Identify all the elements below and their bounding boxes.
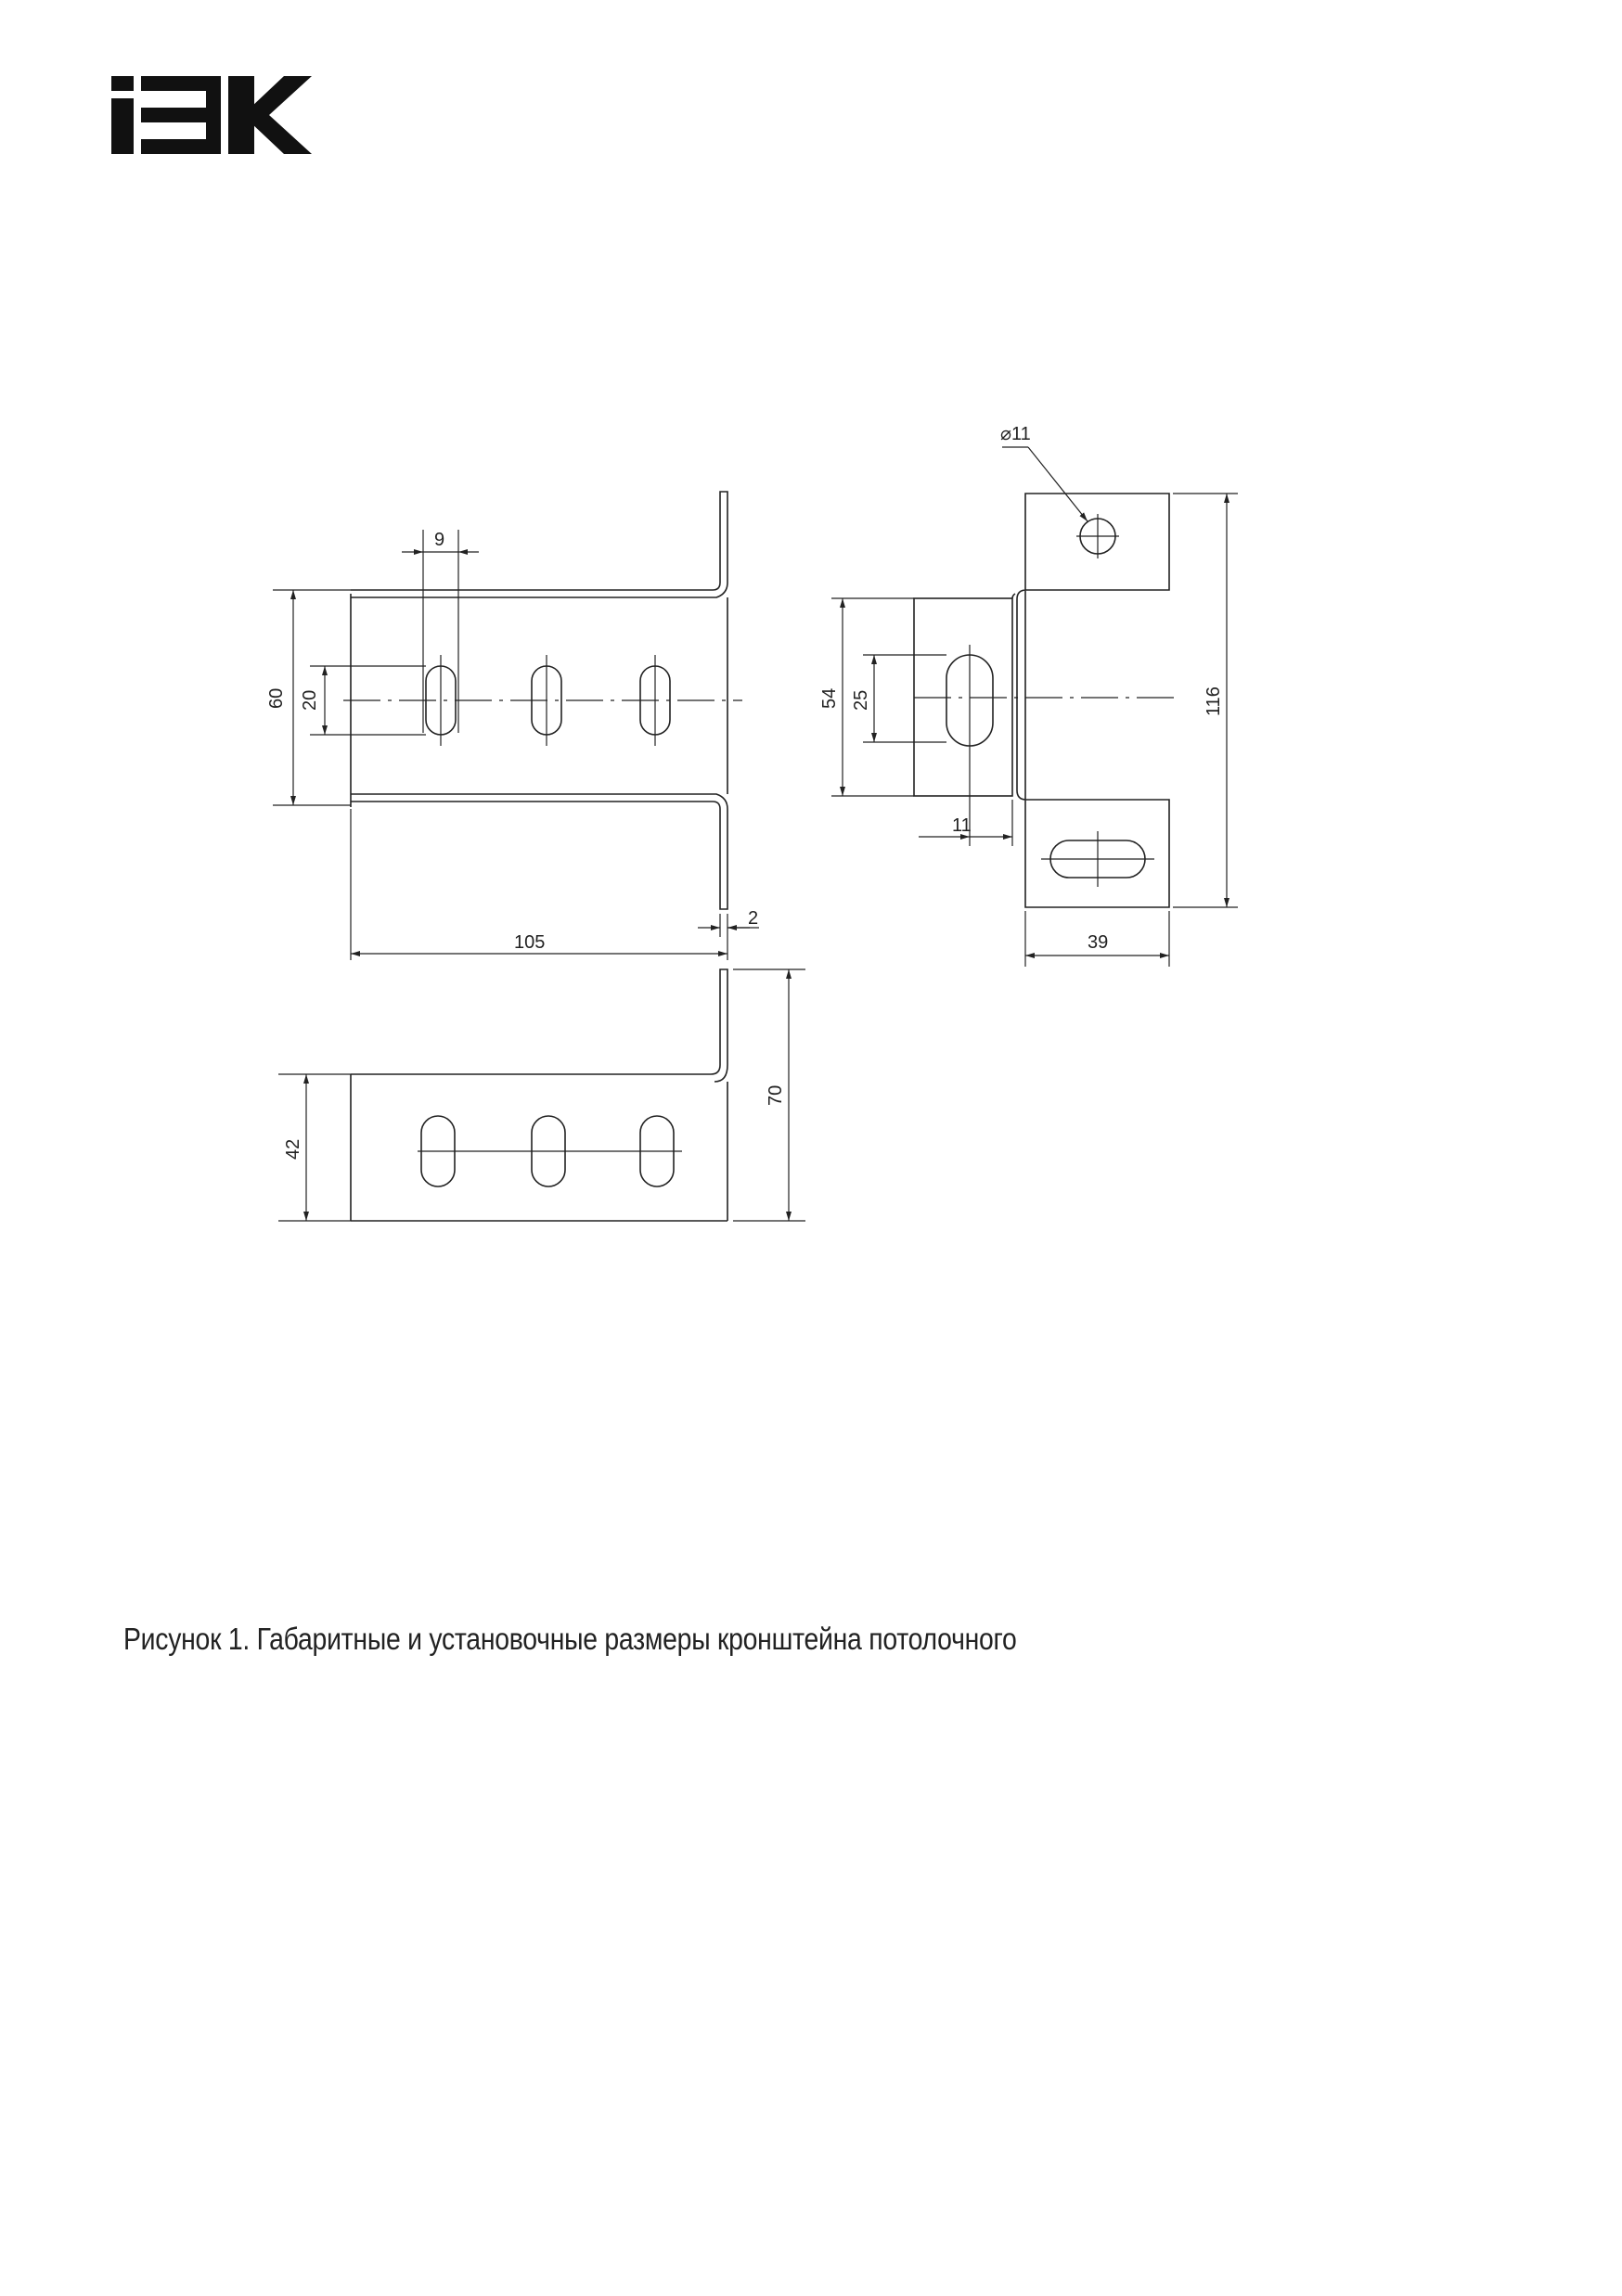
dim-bracket-height: 60 xyxy=(266,687,287,709)
dim-bottom-total: 70 xyxy=(766,1084,786,1106)
dim-total-height: 116 xyxy=(1204,686,1224,716)
bottom-view xyxy=(351,969,727,1221)
dim-flange-width: 39 xyxy=(1088,932,1109,953)
dim-thickness: 2 xyxy=(748,908,759,929)
dim-side-offset: 11 xyxy=(952,815,972,836)
side-view xyxy=(914,494,1174,907)
dim-hole-diameter: ⌀11 xyxy=(1000,424,1031,444)
dim-bracket-length: 105 xyxy=(514,932,546,953)
dim-side-slot-span: 25 xyxy=(851,689,871,711)
front-view xyxy=(343,492,742,909)
dim-slot-spacing: 20 xyxy=(300,689,320,711)
figure-caption: Рисунок 1. Габаритные и установочные размеры кронштейна потолочного xyxy=(123,1622,1017,1656)
dim-bottom-height: 42 xyxy=(283,1138,303,1160)
dim-side-height: 54 xyxy=(819,687,840,709)
dim-slot-width: 9 xyxy=(434,530,445,550)
